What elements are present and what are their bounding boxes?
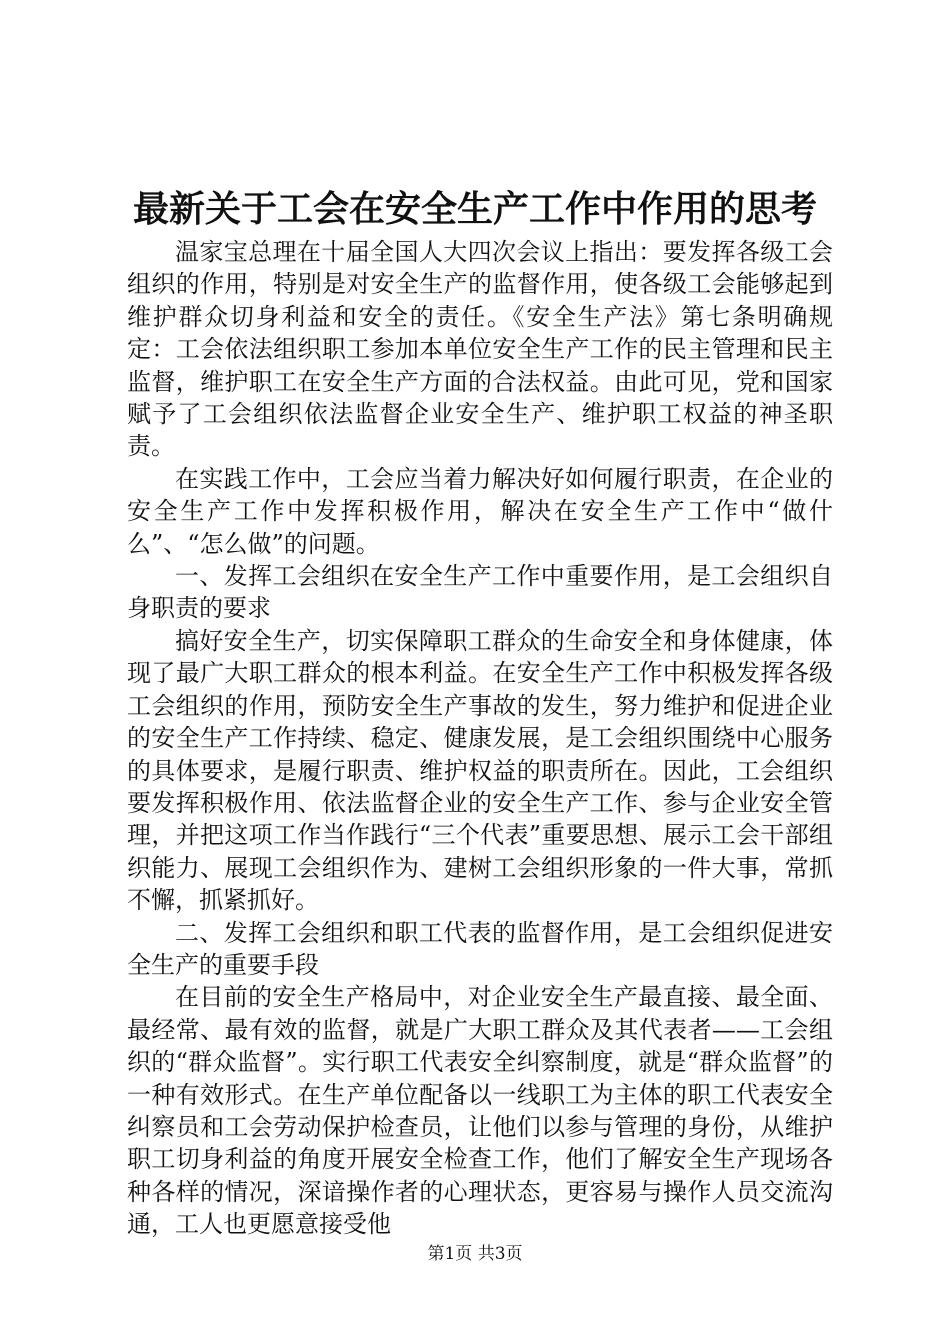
page-number-footer: 第1页 共3页 [427,1244,523,1264]
paragraph-section-2: 在目前的安全生产格局中，对企业安全生产最直接、最全面、最经常、最有效的监督，就是广大职工群众及其代表者——工会组织的“群众监督”。实行职工代表安全纠察制度，就是“群众监督”的一种有效形式。在生产单位配备以一线职工为主体的职工代表安全纠察员和工会劳动保护检查员，让他们以参与管理的身份，从维护职工切身利益的角度开展安全检查工作，他们了解安全生产现场各种各样的情况，深谙操作者的心理状态，更容易与操作人员交流沟通，工人也更愿意接受他 [127,983,833,1239]
section-heading-1: 一、发挥工会组织在安全生产工作中重要作用，是工会组织自身职责的要求 [127,562,833,623]
section-heading-2: 二、发挥工会组织和职工代表的监督作用，是工会组织促进安全生产的重要手段 [127,918,833,979]
paragraph-intro: 温家宝总理在十届全国人大四次会议上指出：要发挥各级工会组织的作用，特别是对安全生产的监督作用，使各级工会能够起到维护群众切身利益和安全的责任。《安全生产法》第七条明确规定：工会依法组织职工参加本单位安全生产工作的民主管理和民主监督，维护职工在安全生产方面的合法权益。由此可见，党和国家赋予了工会组织依法监督企业安全生产、维护职工权益的神圣职责。 [127,238,833,461]
paragraph-practice: 在实践工作中，工会应当着力解决好如何履行职责，在企业的安全生产工作中发挥积极作用，解决在安全生产工作中“做什么”、“怎么做”的问题。 [127,464,833,558]
document-title: 最新关于工会在安全生产工作中作用的思考 [132,188,817,230]
document-body [127,236,833,1241]
paragraph-section-1: 搞好安全生产，切实保障职工群众的生命安全和身体健康，体现了最广大职工群众的根本利益。在安全生产工作中积极发挥各级工会组织的作用，预防安全生产事故的发生，努力维护和促进企业的安全生产工作持续、稳定、健康发展，是工会组织围绕中心服务的具体要求，是履行职责、维护权益的职责所在。因此，工会组织要发挥积极作用、依法监督企业的安全生产工作、参与企业安全管理，并把这项工作当作践行“三个代表”重要思想、展示工会干部组织能力、展现工会组织作为、建树工会组织形象的一件大事，常抓不懈，抓紧抓好。 [127,626,833,915]
